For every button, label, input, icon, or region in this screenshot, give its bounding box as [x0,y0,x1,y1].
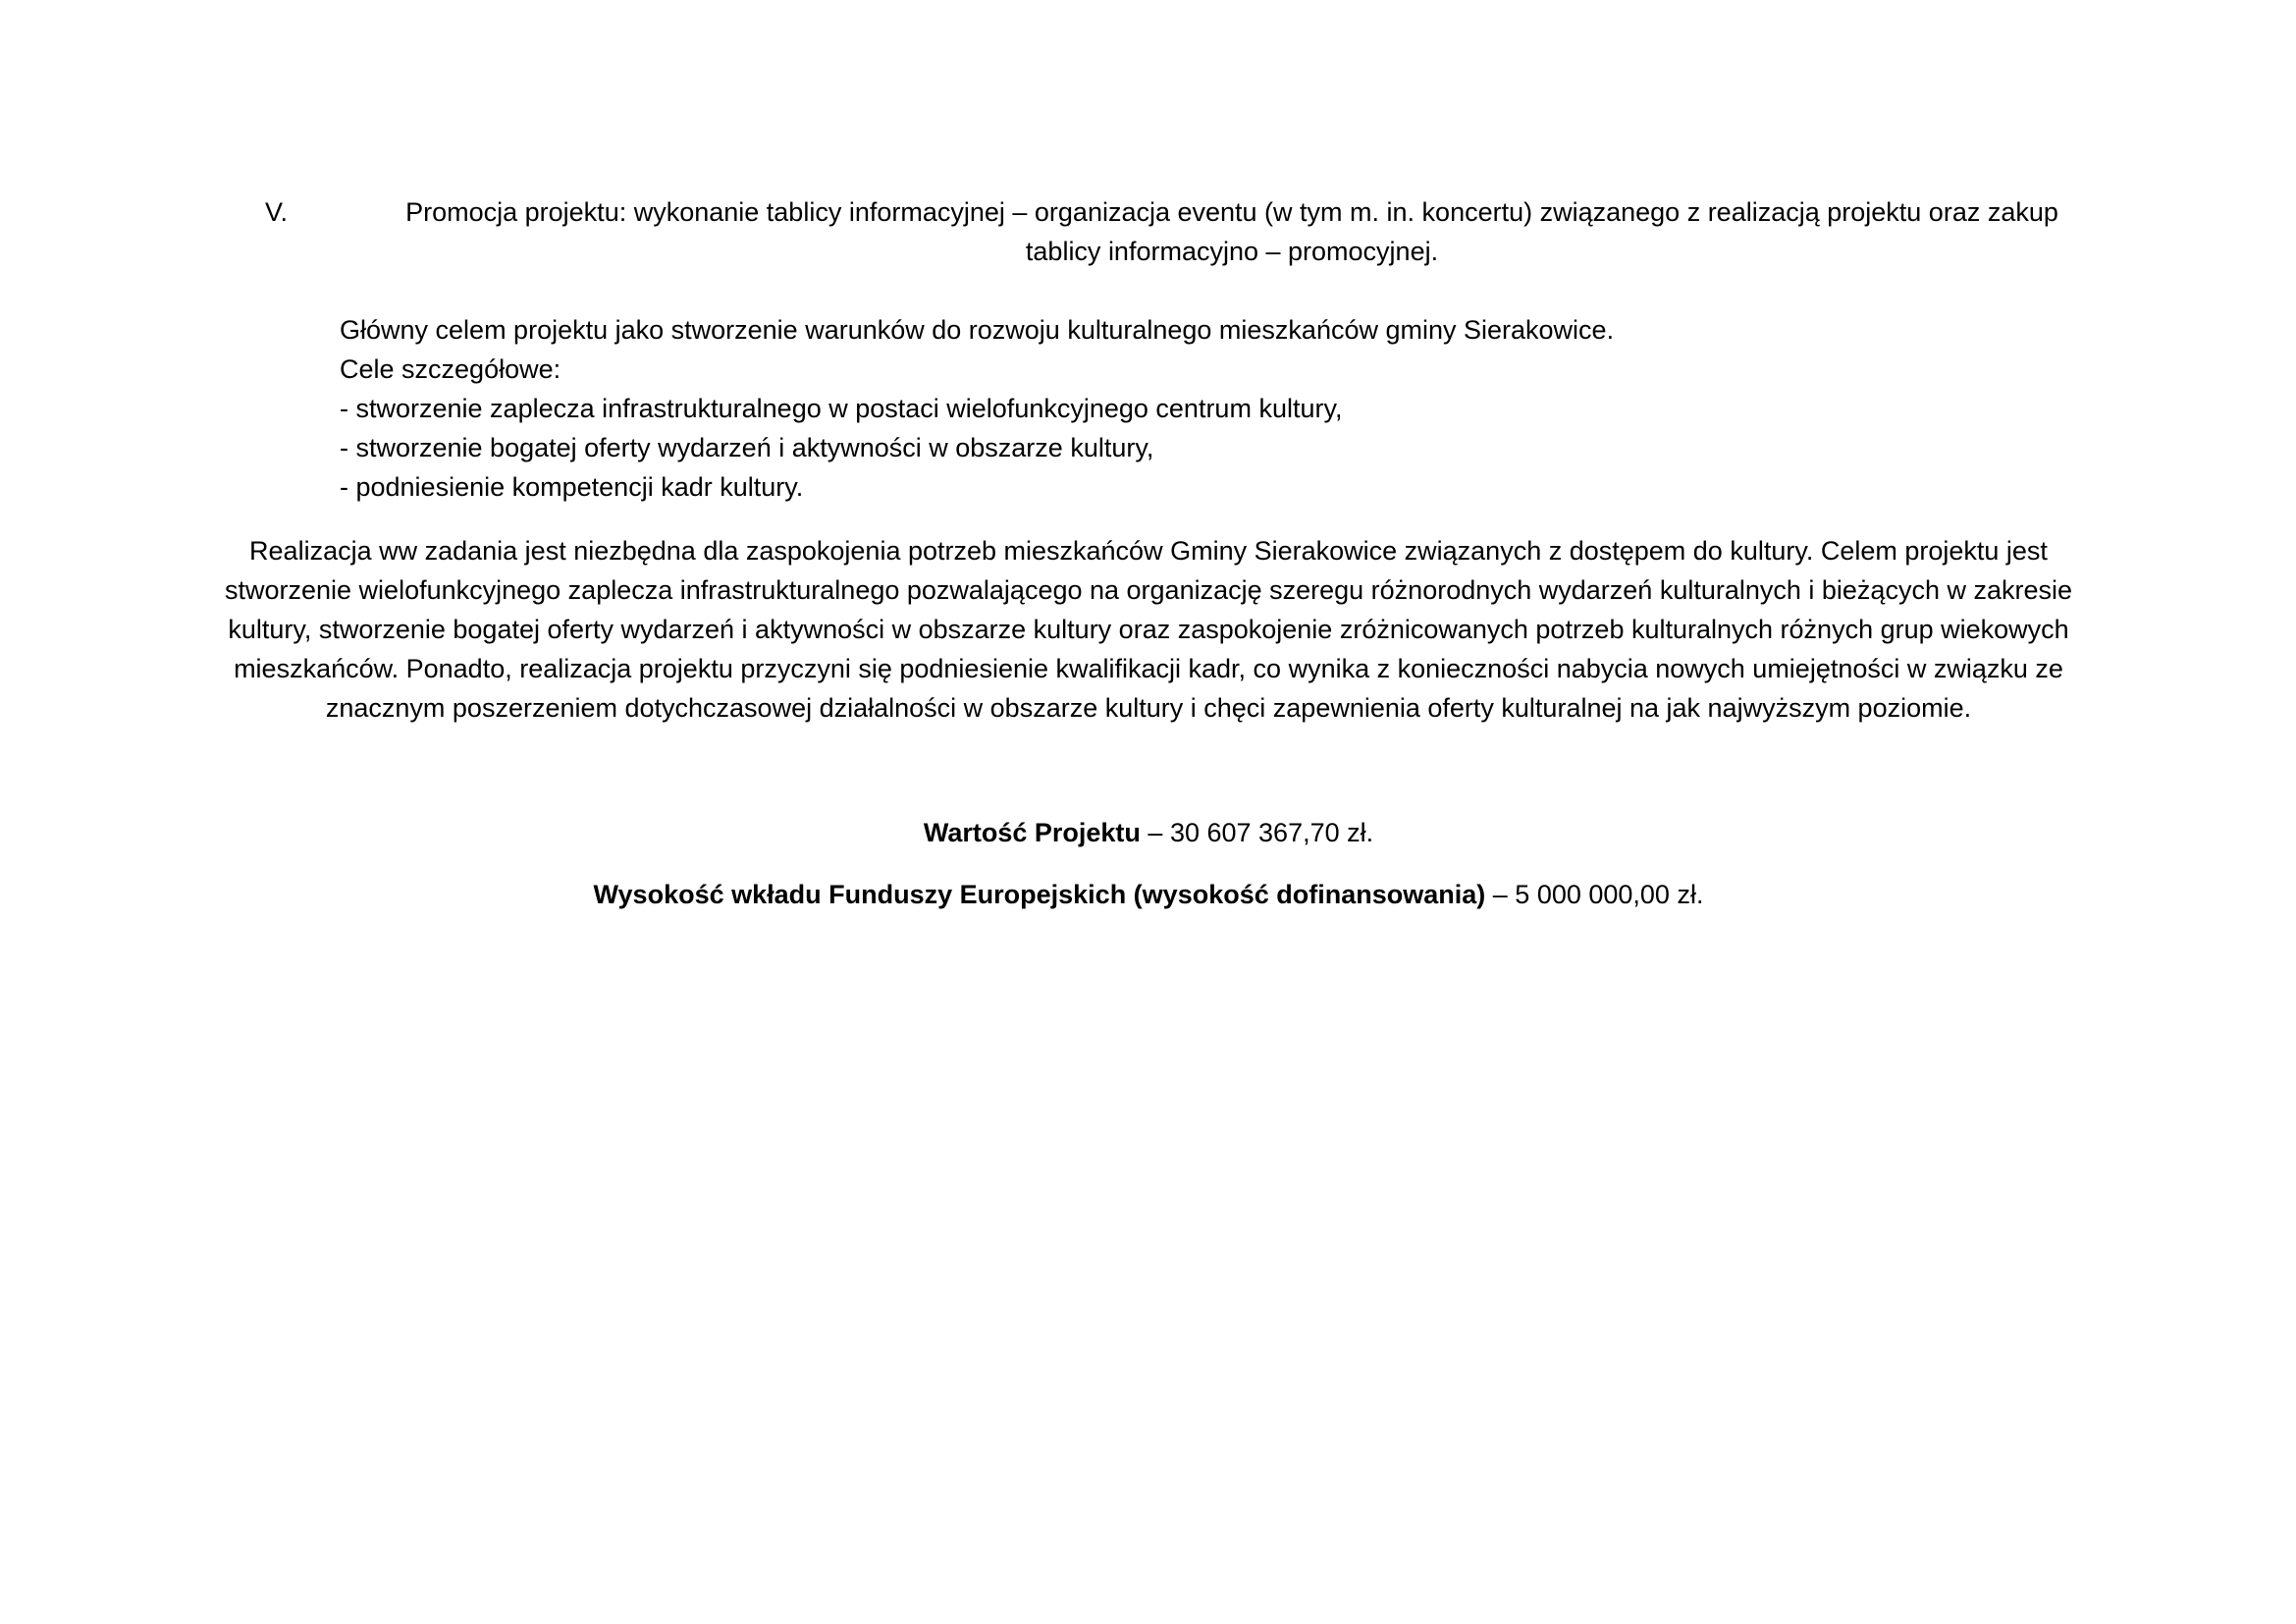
eu-contribution-line [187,875,2110,914]
eu-contribution-separator: – [1485,880,1516,909]
project-value-line [187,813,2110,852]
project-value-amount: 30 607 367,70 zł. [1169,818,1374,847]
project-value-label: Wartość Projektu [923,818,1141,847]
description-paragraph: Realizacja ww zadania jest niezbędna dla zaspokojenia potrzeb mieszkańców Gminy Sierakowice związanych z dostępem do kultury. Celem projektu jest stworzenie wielofunkcyjnego zaplecza infrastrukturalnego pozwalającego na organizację szeregu różnorodnych wydarzeń kulturalnych i bieżących w zakresie kultury, stworzenie bogatej oferty wydarzeń i aktywności w obszarze kultury oraz zaspokojenie zróżnicowanych potrzeb kulturalnych różnych grup wiekowych mieszkańców. Ponadto, realizacja projektu przyczyni się podniesienie kwalifikacji kadr, co wynika z konieczności nabycia nowych umiejętności w związku ze znacznym poszerzeniem dotychczasowej działalności w obszarze kultury i chęci zapewnienia oferty kulturalnej na jak najwyższym poziomie. [225,536,2072,723]
project-description [187,531,2110,728]
project-goals [340,310,2008,507]
section-text: Promocja projektu: wykonanie tablicy informacyjnej – organizacja eventu (w tym m. in. koncertu) związanego z realizacją projektu oraz zakup tablicy informacyjno – promocyjnej. [405,197,2058,266]
eu-contribution-amount: 5 000 000,00 zł. [1515,880,1704,909]
specific-goals-heading: Cele szczegółowe: [340,354,561,384]
eu-contribution-label: Wysokość wkładu Funduszy Europejskich (wysokość dofinansowania) [593,880,1486,909]
section-numeral: V. [265,197,289,227]
goal-item: - podniesienie kompetencji kadr kultury. [340,472,804,502]
goal-item: - stworzenie bogatej oferty wydarzeń i aktywności w obszarze kultury, [340,433,1154,462]
section-v [265,192,2091,271]
main-goal: Główny celem projektu jako stworzenie warunków do rozwoju kulturalnego mieszkańców gminy Sierakowice. [340,315,1615,345]
project-value-separator: – [1140,818,1170,847]
goal-item: - stworzenie zaplecza infrastrukturalnego w postaci wielofunkcyjnego centrum kultury, [340,394,1343,423]
